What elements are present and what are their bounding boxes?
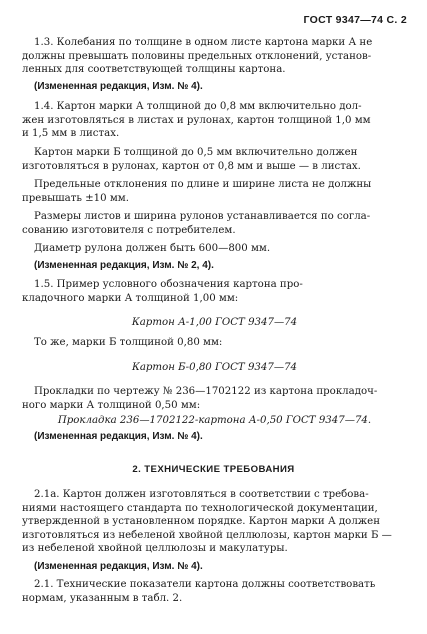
paragraph-diameter xyxy=(22,242,419,256)
paragraph-gaskets xyxy=(22,385,419,412)
text-line: ного марки А толщиной 0,50 мм: xyxy=(22,399,201,411)
text-line: Размеры листов и ширина рулонов устанавливается по согла- xyxy=(34,211,371,222)
text-line: 2.1а. Картон должен изготовляться в соответствии с требова- xyxy=(34,489,369,500)
designation-example: Картон А-1,00 ГОСТ 9347—74 xyxy=(131,317,298,328)
text-line: ленных для соответствующей толщины картона. xyxy=(22,64,286,76)
paragraph-mark-b xyxy=(22,146,419,173)
text-line: Картон марки Б толщиной до 0,5 мм включительно должен xyxy=(34,147,358,158)
text-line: сованию изготовителя с потребителем. xyxy=(22,224,236,236)
text-line: Предельные отклонения по длине и ширине листа не должны xyxy=(34,179,372,190)
text-line: 2.1. Технические показатели картона должны соответствовать xyxy=(34,579,376,590)
text-line: 1.5. Пример условного обозначения картона про- xyxy=(34,279,303,290)
paragraph-tolerances xyxy=(22,178,419,205)
edit-note: (Измененная редакция, Изм. № 4). xyxy=(34,81,203,92)
text-line: 1.4. Картон марки А толщиной до 0,8 мм включительно дол- xyxy=(34,101,362,112)
text-line: превышать ±10 мм. xyxy=(22,192,129,204)
edit-note: (Измененная редакция, Изм. № 4). xyxy=(34,431,203,442)
text-line: из небеленой хвойной целлюлозы и макулатуры. xyxy=(22,543,288,555)
text-line: Диаметр рулона должен быть 600—800 мм. xyxy=(34,243,271,254)
designation-example: Прокладка 236—1702122-картона А-0,50 ГОСТ 9347—74. xyxy=(57,415,372,426)
paragraph-2-1a xyxy=(22,488,419,556)
section-heading: 2. ТЕХНИЧЕСКИЕ ТРЕБОВАНИЯ xyxy=(132,464,295,475)
edit-note: (Измененная редакция, Изм. № 2, 4). xyxy=(34,260,214,271)
text-line: утвержденной в установленном порядке. Картон марки А должен xyxy=(22,516,380,528)
paragraph-1-5 xyxy=(22,278,419,305)
text-line: изготовляться из небеленой хвойной целлюлозы, картон марки Б — xyxy=(22,529,392,541)
paragraph-1-4 xyxy=(22,100,419,141)
text-line: То же, марки Б толщиной 0,80 мм: xyxy=(34,337,223,348)
paragraph-2-1 xyxy=(22,578,419,605)
paragraph-1-3 xyxy=(22,36,419,77)
text-line: Прокладки по чертежу № 236—1702122 из картона прокладоч- xyxy=(34,386,378,397)
text-line: должны превышать половины предельных отклонений, установ- xyxy=(22,50,372,62)
paragraph-sizes xyxy=(22,210,419,237)
text-line: 1.3. Колебания по толщине в одном листе картона марки А не xyxy=(34,37,373,48)
designation-example: Картон Б-0,80 ГОСТ 9347—74 xyxy=(131,362,298,373)
paragraph-same-mark-b xyxy=(22,336,419,350)
text-line: кладочного марки А толщиной 1,00 мм: xyxy=(22,292,239,304)
edit-note: (Измененная редакция, Изм. № 4). xyxy=(34,561,203,572)
text-line: и 1,5 мм в листах. xyxy=(22,128,120,140)
text-line: нормам, указанным в табл. 2. xyxy=(22,592,183,604)
page-header: ГОСТ 9347—74 С. 2 xyxy=(303,14,407,26)
text-line: жен изготовляться в листах и рулонах, картон толщиной 1,0 мм xyxy=(22,114,371,126)
text-line: изготовляться в рулонах, картон от 0,8 мм и выше — в листах. xyxy=(22,160,361,172)
text-line: ниями настоящего стандарта по технологической документации, xyxy=(22,502,378,514)
